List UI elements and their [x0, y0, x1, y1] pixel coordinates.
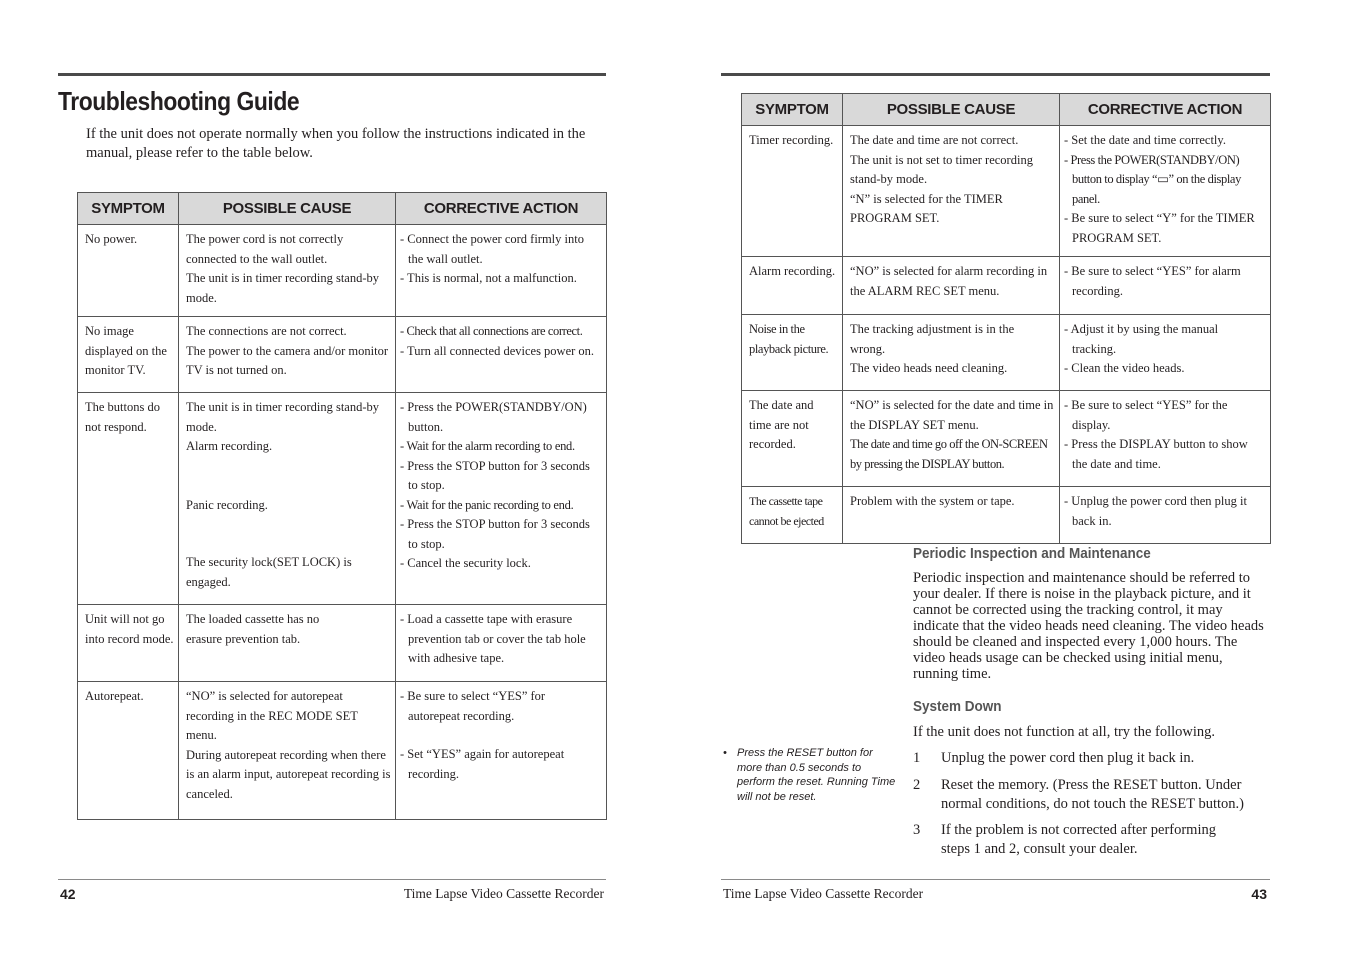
cause-line: The tracking adjustment is in the wrong. — [850, 322, 1015, 356]
troubleshooting-table-left — [77, 192, 607, 820]
cause-line: Alarm recording. — [186, 439, 273, 453]
action-item: - Press the STOP button for 3 seconds to stop. — [400, 458, 590, 492]
bottom-rule — [721, 879, 1270, 880]
symptom-cell: No power. — [78, 225, 179, 317]
system-down-intro: If the unit does not function at all, try the following. — [913, 724, 1216, 740]
troubleshooting-table-right — [741, 93, 1271, 544]
cause-cell — [179, 317, 396, 393]
table-row — [742, 257, 1271, 315]
action-cell — [396, 317, 607, 393]
step-number: 3 — [913, 822, 921, 838]
table-row — [78, 605, 607, 682]
page-number: 42 — [60, 886, 76, 902]
maintenance-title: Periodic Inspection and Maintenance — [913, 545, 1151, 562]
action-item: - Connect the power cord firmly into the wall outlet. — [400, 232, 584, 266]
action-item: - Set the date and time correctly. — [1064, 133, 1226, 147]
step-text: If the problem is not corrected after performing steps 1 and 2, consult your dealer. — [941, 822, 1216, 857]
action-item: - Unplug the power cord then plug it back in. — [1064, 494, 1247, 528]
table-row — [742, 391, 1271, 487]
action-item: - Set “YES” again for autorepeat recording. — [400, 747, 565, 781]
header-corrective-action: CORRECTIVE ACTION — [1060, 94, 1271, 126]
cause-cell — [843, 126, 1060, 257]
symptom-cell: The buttons do not respond. — [78, 393, 179, 605]
action-item: - Cancel the security lock. — [400, 556, 531, 570]
action-item: - Press the POWER(STANDBY/ON) button. — [400, 400, 587, 434]
cause-cell — [179, 682, 396, 820]
action-cell — [396, 225, 607, 317]
step-item — [913, 821, 1273, 859]
action-item: - Turn all connected devices power on. — [400, 343, 595, 358]
action-item: - Wait for the panic recording to end. — [400, 497, 574, 512]
step-text: Reset the memory. (Press the RESET button. Under normal conditions, do not touch the RESET button.) — [941, 777, 1244, 812]
footer-title: Time Lapse Video Cassette Recorder — [403, 886, 604, 901]
table-row — [742, 315, 1271, 391]
action-cell — [396, 682, 607, 820]
cause-line: “NO” is selected for autorepeat recording in the REC MODE SET menu. — [186, 689, 358, 742]
symptom-cell: The date and time are not recorded. — [742, 391, 843, 487]
table-row — [742, 126, 1271, 257]
bullet-icon: • — [723, 747, 727, 759]
header-symptom: SYMPTOM — [78, 193, 179, 225]
cause-cell — [179, 393, 396, 605]
action-cell — [1060, 126, 1271, 257]
action-item: - Press the POWER(STANDBY/ON) button to display “▭” on the display panel. — [1064, 152, 1241, 206]
cause-cell: The loaded cassette has no erasure prevention tab. — [179, 605, 396, 682]
cause-line: The connections are not correct. — [186, 324, 347, 338]
cause-line: The power to the camera and/or monitor TV is not turned on. — [186, 343, 389, 377]
action-item: - Clean the video heads. — [1064, 361, 1185, 375]
table-row — [78, 682, 607, 820]
cause-line: “N” is selected for the TIMER PROGRAM SET. — [850, 191, 1003, 225]
system-down-title: System Down — [913, 698, 1002, 715]
step-number: 1 — [913, 750, 921, 766]
bottom-rule — [58, 879, 606, 880]
action-cell — [1060, 487, 1271, 544]
header-corrective-action: CORRECTIVE ACTION — [396, 193, 607, 225]
symptom-cell: Unit will not go into record mode. — [78, 605, 179, 682]
symptom-cell: Autorepeat. — [78, 682, 179, 820]
cause-line: The power cord is not correctly connected to the wall outlet. — [186, 232, 344, 266]
page-title: Troubleshooting Guide — [58, 86, 300, 116]
symptom-cell: The cassette tape cannot be ejected — [742, 487, 843, 544]
step-number: 2 — [913, 777, 921, 793]
cause-line: The video heads need cleaning. — [850, 361, 1008, 375]
table-row — [742, 487, 1271, 544]
cause-cell — [179, 225, 396, 317]
symptom-cell: Alarm recording. — [742, 257, 843, 315]
cause-line: The date and time are not correct. — [850, 133, 1019, 147]
action-item: - Load a cassette tape with erasure prevention tab or cover the tab hole with adhesive tape. — [400, 612, 586, 665]
cause-cell — [843, 391, 1060, 487]
cause-line: The unit is not set to timer recording stand-by mode. — [850, 152, 1033, 186]
left-page — [0, 0, 675, 954]
action-item: - Be sure to select “YES” for the display. — [1064, 398, 1228, 432]
action-item: - Be sure to select “Y” for the TIMER PROGRAM SET. — [1064, 211, 1255, 245]
cause-line: Panic recording. — [186, 497, 268, 512]
right-page — [675, 0, 1351, 954]
table-row — [78, 225, 607, 317]
table-header-row — [742, 94, 1271, 126]
footer-title: Time Lapse Video Cassette Recorder — [723, 886, 924, 901]
maintenance-text: Periodic inspection and maintenance should be referred to your dealer. If there is noise in the playback picture, and it cannot be corrected using the tracking control, it may indicate that the video heads need cleaning. The video heads should be cleaned and inspected every 1,000 hours. The video heads usage can be checked using initial menu, running time. — [913, 570, 1264, 682]
table-row — [78, 317, 607, 393]
action-item: - Press the STOP button for 3 seconds to stop. — [400, 517, 590, 551]
cause-cell: Problem with the system or tape. — [843, 487, 1060, 544]
action-item: - Press the DISPLAY button to show the date and time. — [1064, 437, 1248, 471]
reset-note — [723, 746, 898, 804]
action-cell — [1060, 391, 1271, 487]
cause-line: The security lock(SET LOCK) is engaged. — [186, 555, 352, 589]
action-cell — [1060, 257, 1271, 315]
intro-text: If the unit does not operate normally when you follow the instructions indicated in the manual, please refer to the table below. — [86, 126, 586, 161]
cause-line: “NO” is selected for the date and time in the DISPLAY SET menu. — [850, 398, 1054, 432]
action-item: - Be sure to select “YES” for autorepeat recording. — [400, 689, 546, 723]
step-item — [913, 776, 1273, 814]
symptom-cell: No image displayed on the monitor TV. — [78, 317, 179, 393]
action-item: - This is normal, not a malfunction. — [400, 271, 577, 285]
top-rule — [721, 73, 1270, 76]
action-cell — [396, 605, 607, 682]
action-item: - Adjust it by using the manual tracking. — [1064, 322, 1219, 356]
page-number: 43 — [1251, 886, 1267, 902]
cause-line: The date and time go off the ON-SCREEN by pressing the DISPLAY button. — [850, 437, 1048, 471]
header-possible-cause: POSSIBLE CAUSE — [843, 94, 1060, 126]
cause-line: The unit is in timer recording stand-by mode. — [186, 400, 380, 434]
cause-cell: “NO” is selected for alarm recording in the ALARM REC SET menu. — [843, 257, 1060, 315]
table-row — [78, 393, 607, 605]
step-item — [913, 749, 1273, 768]
cause-line: The unit is in timer recording stand-by mode. — [186, 271, 380, 305]
action-cell — [396, 393, 607, 605]
action-item: - Be sure to select “YES” for alarm recording. — [1064, 264, 1241, 298]
action-item: - Check that all connections are correct. — [400, 324, 583, 338]
table-header-row — [78, 193, 607, 225]
header-possible-cause: POSSIBLE CAUSE — [179, 193, 396, 225]
action-item: - Wait for the alarm recording to end. — [400, 439, 575, 453]
cause-cell — [843, 315, 1060, 391]
action-cell — [1060, 315, 1271, 391]
step-text: Unplug the power cord then plug it back in. — [941, 750, 1195, 766]
top-rule — [58, 73, 606, 76]
symptom-cell: Timer recording. — [742, 126, 843, 257]
header-symptom: SYMPTOM — [742, 94, 843, 126]
cause-line: During autorepeat recording when there is an alarm input, autorepeat recording is canceled. — [186, 747, 391, 801]
note-text: Press the RESET button for more than 0.5 seconds to perform the reset. Running Time will not be reset. — [737, 747, 896, 803]
symptom-cell: Noise in the playback picture. — [742, 315, 843, 391]
